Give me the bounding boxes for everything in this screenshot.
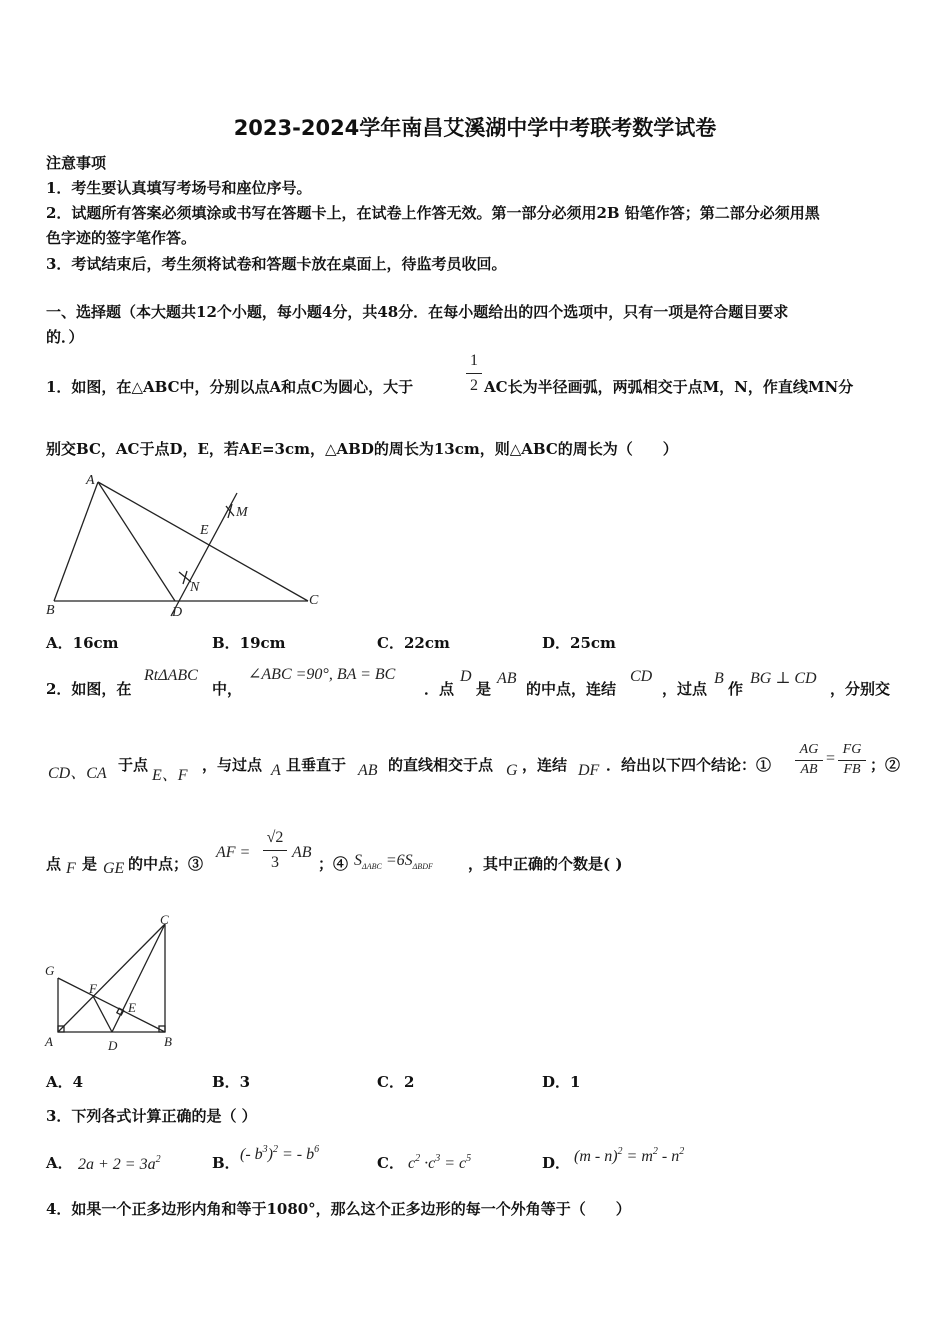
- q3-option-a[interactable]: $2a + 2 = 3a^2$: [78, 1154, 161, 1173]
- q2-math: AB: [497, 670, 517, 687]
- q2-math: E、F: [152, 767, 188, 784]
- q2-frac2-den: FB: [843, 762, 861, 777]
- q2-math: D: [460, 668, 472, 685]
- q2-frac1-bar: [795, 760, 823, 761]
- q2-option-a[interactable]: A．4: [46, 1073, 84, 1091]
- q2-math: RtΔABC: [144, 667, 198, 684]
- segment-ad: [98, 482, 175, 601]
- q2-text: ；②: [870, 756, 901, 774]
- q2-math: CD、CA: [48, 765, 107, 782]
- notice-item-3: 3．考试结束后，考生须将试卷和答题卡放在桌面上，待监考员收回。: [46, 255, 507, 273]
- q1-frac-num: 1: [470, 352, 478, 369]
- q2-math: F: [66, 860, 76, 877]
- q3-option-c-label[interactable]: C．: [377, 1154, 404, 1172]
- q2-option-c[interactable]: C．2: [377, 1073, 415, 1091]
- q2-math: AB: [292, 844, 312, 861]
- q2-text: ，过点: [662, 680, 708, 698]
- q2-frac1-num: AG: [799, 742, 819, 757]
- q2-text: 作: [728, 680, 744, 698]
- q2-text: 是: [476, 680, 492, 698]
- q1-text-a: 1．如图，在△ABC中，分别以点A和点C为圆心，大于: [46, 378, 414, 396]
- q2-text: 中，: [212, 680, 243, 698]
- q2-text: 且垂直于: [286, 756, 347, 774]
- label-c: C: [160, 912, 169, 927]
- q2-math: ∠ABC =90°, BA = BC: [248, 666, 396, 683]
- q1-option-c[interactable]: C．22cm: [377, 634, 450, 652]
- q2-text: ，其中正确的个数是( ): [468, 855, 623, 873]
- notice-item-2: 2．试题所有答案必须填涂或书写在答题卡上，在试卷上作答无效。第一部分必须用2B 铅笔作答；第二部分必须用黑: [46, 204, 820, 222]
- page-title: 2023-2024学年南昌艾溪湖中学中考联考数学试卷: [233, 116, 717, 140]
- q2-math: A: [271, 762, 281, 779]
- q1-option-a[interactable]: A．16cm: [46, 634, 119, 652]
- q2-text: ．给出以下四个结论：①: [606, 756, 772, 774]
- q2-frac1-den: AB: [800, 762, 818, 777]
- label-n: N: [190, 580, 200, 595]
- label-c: C: [309, 593, 319, 608]
- q2-frac2-bar: [838, 760, 866, 761]
- q2-eq: =: [826, 750, 836, 767]
- segment-ac: [98, 482, 308, 601]
- q2-text: 2．如图，在: [46, 680, 132, 698]
- q2-math: BG ⊥ CD: [750, 670, 817, 687]
- label-e: E: [128, 1000, 136, 1015]
- notice-item-1: 1．考生要认真填写考场号和座位序号。: [46, 179, 312, 197]
- segment-gb: [58, 978, 165, 1032]
- q2-text: 是: [82, 855, 98, 873]
- label-f: F: [89, 981, 97, 996]
- q2-text: 点: [46, 855, 62, 873]
- label-b: B: [46, 603, 55, 618]
- notice-heading: 注意事项: [46, 154, 107, 172]
- q1-text-b: AC长为半径画弧，两弧相交于点M，N，作直线MN分: [484, 378, 854, 396]
- q2-math: GE: [103, 860, 125, 877]
- q4-stem: 4．如果一个正多边形内角和等于1080°，那么这个正多边形的每一个外角等于（ ）: [46, 1200, 631, 1218]
- label-d: D: [172, 605, 183, 620]
- q2-math: AB: [358, 762, 378, 779]
- label-a: A: [45, 1034, 53, 1049]
- q3-option-a-label[interactable]: A．: [46, 1154, 73, 1172]
- q2-math-area: $S_{\Delta ABC} =6S_{\Delta BDF}$: [354, 852, 433, 871]
- q3-option-b[interactable]: (- $b^3)^2$ = - $b^6$: [240, 1144, 320, 1163]
- label-b: B: [164, 1034, 172, 1049]
- q2-frac2-num: FG: [842, 742, 862, 757]
- segment-df: [93, 996, 112, 1032]
- q2-text: 的中点，连结: [526, 680, 617, 698]
- q2-math: AF =: [216, 844, 251, 861]
- q2-math: B: [714, 670, 724, 687]
- q1-frac-bar: [466, 373, 482, 374]
- q2-math: CD: [630, 668, 653, 685]
- q2-text: 的直线相交于点: [388, 756, 494, 774]
- q2-math: DF: [578, 762, 600, 779]
- section-heading: 一、选择题（本大题共12个小题，每小题4分，共48分．在每小题给出的四个选项中，只有一项是符合题目要求: [46, 303, 789, 321]
- label-e: E: [200, 523, 209, 538]
- label-m: M: [236, 505, 248, 520]
- q2-text: ，连结: [522, 756, 568, 774]
- q1-frac-den: 2: [470, 377, 478, 394]
- q3-stem: 3．下列各式计算正确的是（ ）: [46, 1107, 257, 1125]
- q2-math: G: [506, 762, 518, 779]
- q2-figure: [40, 908, 190, 1058]
- q2-text: ，与过点: [202, 756, 263, 774]
- q3-option-c[interactable]: $c^2 \cdot c^3 = c^5$: [408, 1153, 472, 1172]
- q2-text: 于点: [118, 756, 149, 774]
- label-d: D: [108, 1038, 118, 1053]
- q2-text: ．点: [424, 680, 455, 698]
- q2-sqrt: √2: [266, 829, 284, 846]
- label-a: A: [86, 473, 95, 488]
- q2-text: 的中点；③: [128, 855, 204, 873]
- notice-item-2-cont: 色字迹的签字笔作答。: [46, 229, 197, 247]
- segment-ab: [54, 482, 98, 601]
- q3-option-d[interactable]: $(m - n)^2 = m^2 - n^2$: [574, 1146, 685, 1165]
- q2-text: ，分别交: [830, 680, 891, 698]
- q1-option-d[interactable]: D．25cm: [542, 634, 616, 652]
- q2-option-d[interactable]: D．1: [542, 1073, 581, 1091]
- q2-frac3-bar: [263, 850, 287, 851]
- q3-option-d-label[interactable]: D．: [542, 1154, 571, 1172]
- q2-frac3-den: 3: [271, 854, 279, 871]
- q2-option-b[interactable]: B．3: [212, 1073, 251, 1091]
- segment-ac: [58, 924, 165, 1032]
- q3-option-b-label[interactable]: B．: [212, 1154, 240, 1172]
- segment-cd: [112, 924, 165, 1032]
- q1-figure: [40, 468, 340, 628]
- q1-option-b[interactable]: B．19cm: [212, 634, 286, 652]
- q2-text: ；④: [318, 855, 349, 873]
- q1-text-line2: 别交BC，AC于点D，E，若AE=3cm，△ABD的周长为13cm，则△ABC的周长为（ ）: [46, 440, 678, 458]
- section-heading-cont: 的．）: [46, 328, 84, 346]
- label-g: G: [45, 963, 55, 978]
